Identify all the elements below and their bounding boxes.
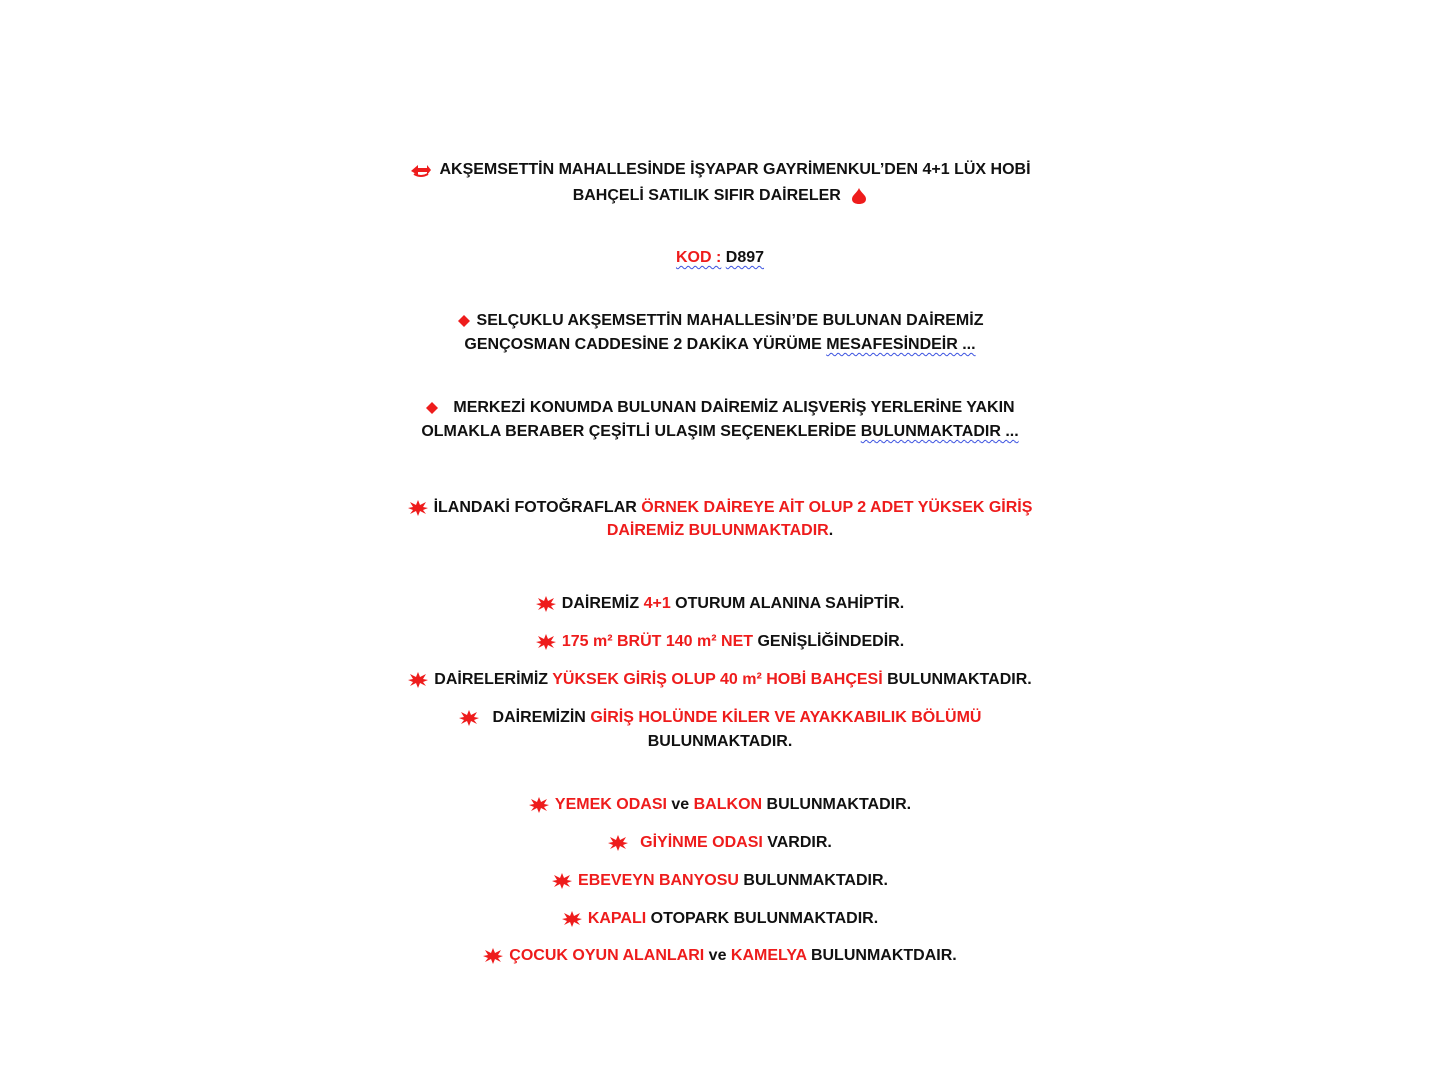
feature-3-b: YÜKSEK GİRİŞ OLUP 40 m² HOBİ BAHÇESİ	[552, 671, 883, 688]
feature-line-4	[340, 706, 1100, 730]
feature-3-a: DAİRELERİMİZ	[434, 671, 553, 688]
feature-6-b: VARDIR.	[762, 834, 832, 851]
para2-text-2b: BULUNMAKTADIR ...	[860, 423, 1019, 440]
red-diamond-icon	[425, 401, 439, 415]
feature-6-a: GİYİNME ODASI	[640, 834, 763, 851]
feature-4-b: GİRİŞ HOLÜNDE KİLER VE AYAKKABILIK BÖLÜMÜ	[590, 709, 982, 726]
feature-5-b: ve	[666, 796, 694, 813]
feature-line-3	[340, 668, 1100, 692]
red-diamond-icon	[457, 314, 471, 328]
code-line	[340, 246, 1100, 270]
red-starburst-icon	[408, 672, 428, 688]
title-line-1	[340, 158, 1100, 182]
feature-5-c: BALKON	[693, 796, 763, 813]
red-starburst-icon	[459, 710, 479, 726]
para2-line-2	[340, 420, 1100, 444]
feature-line-6	[340, 831, 1100, 855]
para3-text-b: ÖRNEK DAİREYE AİT OLUP 2 ADET YÜKSEK GİRİŞ	[641, 499, 1033, 516]
para3-text-a: İLANDAKİ FOTOĞRAFLAR	[433, 499, 642, 516]
feature-7-b: BULUNMAKTADIR.	[738, 872, 888, 889]
feature-5-a: YEMEK ODASI	[554, 796, 667, 813]
para3-text-d: .	[828, 522, 834, 539]
feature-line-4b	[340, 730, 1100, 754]
code-label: KOD :	[675, 249, 722, 266]
feature-9-a: ÇOCUK OYUN ALANLARI	[509, 947, 705, 964]
para1-text-2b: MESAFESİNDEİR ...	[826, 336, 976, 353]
feature-2-b: GENİŞLİĞİNDEDİR.	[753, 633, 905, 650]
feature-1-a: DAİREMİZ	[561, 595, 644, 612]
red-starburst-icon	[536, 634, 556, 650]
feature-line-1	[340, 592, 1100, 616]
red-starburst-icon	[536, 596, 556, 612]
feature-line-9	[340, 944, 1100, 968]
title-text-2: BAHÇELİ SATILIK SIFIR DAİRELER	[572, 187, 841, 204]
feature-1-b: 4+1	[643, 595, 671, 612]
feature-4-c: BULUNMAKTADIR.	[647, 733, 793, 750]
para1-line-2	[340, 333, 1100, 357]
red-drop-icon	[851, 187, 867, 205]
code-value: D897	[725, 249, 765, 266]
feature-8-a: KAPALI	[587, 910, 647, 927]
red-arrows-icon	[409, 162, 433, 178]
red-starburst-icon	[483, 948, 503, 964]
feature-line-5	[340, 793, 1100, 817]
para2-text-2a: OLMAKLA BERABER ÇEŞİTLİ ULAŞIM SEÇENEKLERİDE	[421, 423, 861, 440]
para1-text-1: SELÇUKLU AKŞEMSETTİN MAHALLESİN’DE BULUNAN DAİREMİZ	[476, 312, 984, 329]
feature-line-8	[340, 907, 1100, 931]
para1-text-2a: GENÇOSMAN CADDESİNE 2 DAKİKA YÜRÜME	[464, 336, 827, 353]
feature-9-b: ve	[704, 947, 731, 964]
feature-line-2	[340, 630, 1100, 654]
feature-1-c: OTURUM ALANINA SAHİPTİR.	[670, 595, 905, 612]
feature-5-d: BULUNMAKTADIR.	[762, 796, 912, 813]
feature-line-7	[340, 869, 1100, 893]
feature-7-a: EBEVEYN BANYOSU	[578, 872, 739, 889]
red-starburst-icon	[529, 797, 549, 813]
feature-9-d: BULUNMAKTDAIR.	[806, 947, 957, 964]
para2-line-1	[340, 396, 1100, 420]
para3-text-c: DAİREMİZ BULUNMAKTADIR	[606, 522, 829, 539]
feature-4-a: DAİREMİZİN	[492, 709, 591, 726]
para1-line-1	[340, 309, 1100, 333]
para3-line-2	[340, 519, 1100, 543]
feature-3-c: BULUNMAKTADIR.	[882, 671, 1032, 688]
document-page	[340, 0, 1100, 1080]
red-starburst-icon	[408, 500, 428, 516]
feature-9-c: KAMELYA	[730, 947, 807, 964]
feature-8-b: OTOPARK BULUNMAKTADIR.	[646, 910, 879, 927]
para3-line-1	[340, 496, 1100, 520]
red-starburst-icon	[562, 911, 582, 927]
title-text-1: AKŞEMSETTİN MAHALLESİNDE İŞYAPAR GAYRİMENKUL’DEN 4+1 LÜX HOBİ	[439, 161, 1031, 178]
red-starburst-icon	[608, 835, 628, 851]
para2-text-1: MERKEZİ KONUMDA BULUNAN DAİREMİZ ALIŞVERİŞ YERLERİNE YAKIN	[453, 399, 1015, 416]
title-line-2	[340, 184, 1100, 208]
feature-2-a: 175 m² BRÜT 140 m² NET	[561, 633, 754, 650]
red-starburst-icon	[552, 873, 572, 889]
